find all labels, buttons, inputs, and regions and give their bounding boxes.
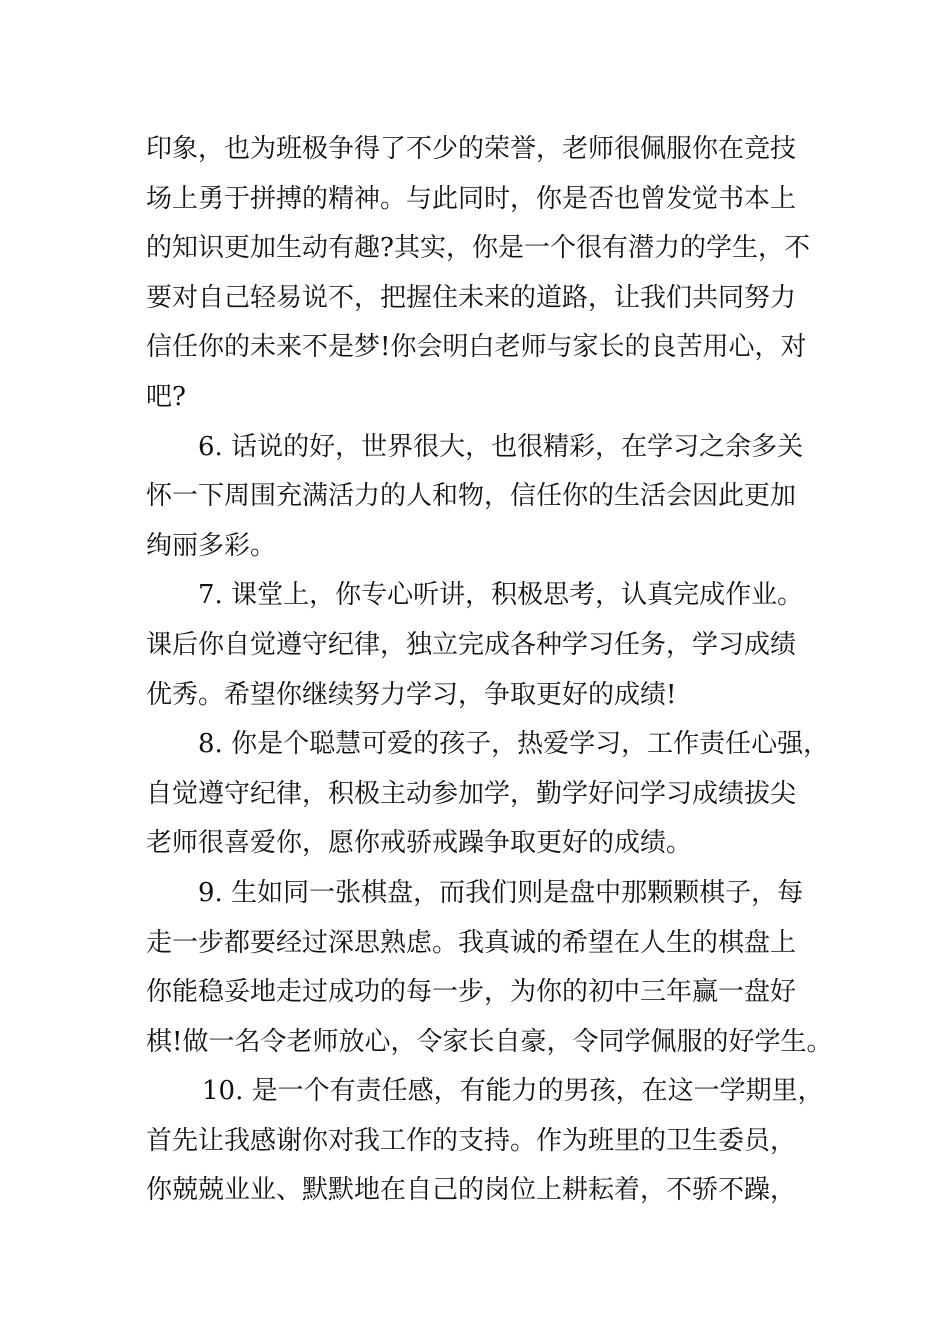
paragraph-10-start: 10. 是一个有责任感，有能力的男孩，在这一学期里， (202, 1076, 824, 1107)
text-line: 走一步都要经过深思熟虑。我真诚的希望在人生的棋盘上 (146, 927, 797, 958)
text-line: 吧? (146, 381, 186, 412)
text-line: 怀一下周围充满活力的人和物，信任你的生活会因此更加 (146, 481, 797, 512)
paragraph-8-start: 8. 你是个聪慧可爱的孩子，热爱学习，工作责任心强， (198, 729, 830, 760)
text-line: 场上勇于拼搏的精神。与此同时，你是否也曾发觉书本上 (146, 183, 797, 214)
text-line: 课后你自觉遵守纪律，独立完成各种学习任务，学习成绩 (146, 629, 797, 660)
text-line: 你兢兢业业、默默地在自己的岗位上耕耘着，不骄不躁， (146, 1175, 797, 1206)
text-line: 自觉遵守纪律，积极主动参加学，勤学好问学习成绩拔尖 (146, 778, 797, 809)
text-line: 棋!做一名令老师放心，令家长自豪，令同学佩服的好学生。 (146, 1026, 833, 1057)
text-line: 的知识更加生动有趣?其实，你是一个很有潜力的学生，不 (146, 233, 810, 264)
text-line: 老师很喜爱你，愿你戒骄戒躁争取更好的成绩。 (146, 828, 693, 859)
text-line: 信任你的未来不是梦!你会明白老师与家长的良苦用心，对 (146, 332, 807, 363)
paragraph-6-start: 6. 话说的好，世界很大，也很精彩，在学习之余多关 (198, 431, 804, 462)
document-body (146, 125, 833, 1216)
text-line: 绚丽多彩。 (146, 530, 277, 561)
text-line: 要对自己轻易说不，把握住未来的道路，让我们共同努力 (146, 282, 797, 313)
paragraph-7-start: 7. 课堂上，你专心听讲，积极思考，认真完成作业。 (198, 580, 804, 611)
text-line: 你能稳妥地走过成功的每一步，为你的初中三年赢一盘好 (146, 977, 797, 1008)
text-line: 首先让我感谢你对我工作的支持。作为班里的卫生委员， (146, 1125, 797, 1156)
text-line: 优秀。希望你继续努力学习，争取更好的成绩! (146, 679, 677, 710)
text-line: 印象，也为班极争得了不少的荣誉，老师很佩服你在竞技 (146, 134, 797, 164)
paragraph-9-start: 9. 生如同一张棋盘，而我们则是盘中那颗颗棋子，每 (198, 877, 804, 908)
